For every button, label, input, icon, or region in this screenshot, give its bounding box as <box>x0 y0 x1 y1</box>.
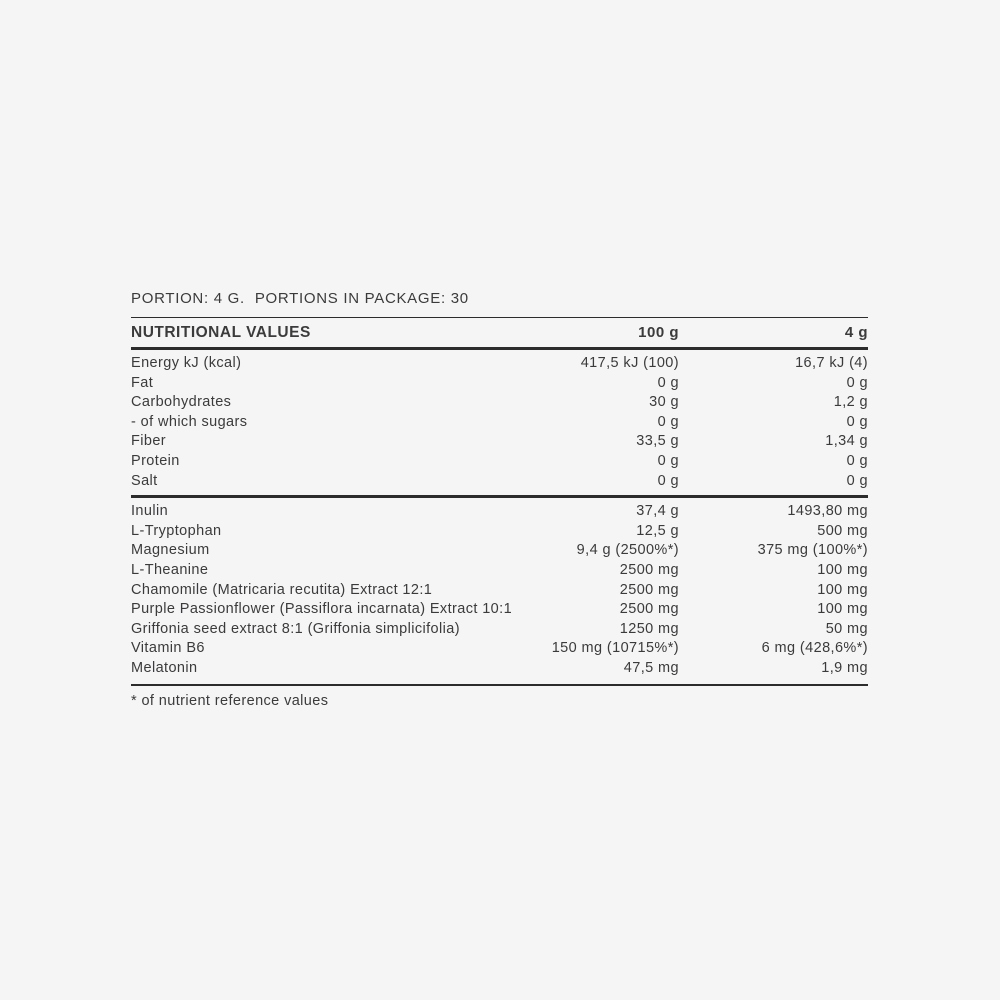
table-row <box>131 393 868 413</box>
value-per-4g: 1,9 mg <box>821 659 868 676</box>
value-per-100g: 150 mg (10715%*) <box>551 640 679 657</box>
value-per-4g: 375 mg (100%*) <box>757 542 868 559</box>
table-row <box>131 452 868 472</box>
portions-in-package-text: PORTIONS IN PACKAGE: 30 <box>254 290 469 307</box>
value-per-4g: 16,7 kJ (4) <box>795 355 868 371</box>
ingredient-label: Melatonin <box>131 659 198 676</box>
nutrient-label: Energy kJ (kcal) <box>131 355 242 371</box>
nutrient-label: - of which sugars <box>131 413 248 430</box>
table-row <box>131 581 868 601</box>
column-header-100g: 100 g <box>638 324 679 341</box>
value-per-4g: 1,2 g <box>833 394 868 411</box>
basic-nutrients-section <box>131 350 868 495</box>
value-per-100g: 37,4 g <box>636 503 679 520</box>
table-row <box>131 541 868 561</box>
nutrient-label: Fiber <box>131 433 167 450</box>
active-ingredients-section <box>131 498 868 683</box>
value-per-4g: 100 mg <box>817 601 868 618</box>
value-per-4g: 0 g <box>846 374 868 391</box>
value-per-4g: 1493,80 mg <box>787 503 868 520</box>
table-row <box>131 472 868 492</box>
table-row <box>131 620 868 640</box>
nutrient-label: Fat <box>131 374 154 391</box>
table-row <box>131 522 868 542</box>
ingredient-label: Inulin <box>131 503 169 520</box>
value-per-100g: 30 g <box>649 394 679 411</box>
value-per-100g: 12,5 g <box>636 522 679 539</box>
table-title: NUTRITIONAL VALUES <box>131 324 311 341</box>
value-per-100g: 2500 mg <box>619 561 679 578</box>
value-per-4g: 500 mg <box>817 522 868 539</box>
value-per-4g: 0 g <box>846 413 868 430</box>
table-row <box>131 432 868 452</box>
column-header-4g: 4 g <box>844 324 868 341</box>
value-per-4g: 6 mg (428,6%*) <box>761 640 868 657</box>
value-per-100g: 0 g <box>657 472 679 489</box>
nutrient-label: Protein <box>131 452 180 469</box>
value-per-4g: 0 g <box>846 452 868 469</box>
value-per-100g: 0 g <box>657 374 679 391</box>
value-per-4g: 1,34 g <box>825 433 868 450</box>
table-row <box>131 659 868 679</box>
ingredient-label: Purple Passionflower (Passiflora incarnata) Extract 10:1 <box>131 601 513 618</box>
table-row <box>131 354 868 374</box>
ingredient-label: Griffonia seed extract 8:1 (Griffonia simplicifolia) <box>131 620 460 637</box>
nutrient-label: Salt <box>131 472 158 489</box>
ingredient-label: L-Theanine <box>131 561 209 578</box>
ingredient-label: Vitamin B6 <box>131 640 205 657</box>
value-per-4g: 50 mg <box>825 620 868 637</box>
ingredient-label: Chamomile (Matricaria recutita) Extract 12:1 <box>131 581 433 598</box>
table-row <box>131 374 868 394</box>
table-header-row <box>131 318 868 347</box>
value-per-100g: 2500 mg <box>619 601 679 618</box>
ingredient-label: L-Tryptophan <box>131 522 222 539</box>
portion-size-text: PORTION: 4 G. <box>131 290 245 307</box>
value-per-4g: 100 mg <box>817 561 868 578</box>
table-row <box>131 502 868 522</box>
table-row <box>131 561 868 581</box>
value-per-100g: 33,5 g <box>636 433 679 450</box>
value-per-100g: 0 g <box>657 413 679 430</box>
table-row <box>131 639 868 659</box>
table-row <box>131 600 868 620</box>
nutrient-label: Carbohydrates <box>131 394 232 411</box>
value-per-100g: 417,5 kJ (100) <box>580 355 679 371</box>
value-per-100g: 47,5 mg <box>623 659 679 676</box>
value-per-100g: 2500 mg <box>619 581 679 598</box>
value-per-4g: 0 g <box>846 472 868 489</box>
portion-info <box>131 290 868 308</box>
value-per-100g: 0 g <box>657 452 679 469</box>
value-per-100g: 9,4 g (2500%*) <box>576 542 679 559</box>
value-per-100g: 1250 mg <box>619 620 679 637</box>
footnote: * of nutrient reference values <box>131 692 329 709</box>
value-per-4g: 100 mg <box>817 581 868 598</box>
table-row <box>131 413 868 433</box>
ingredient-label: Magnesium <box>131 542 210 559</box>
nutrition-facts-panel <box>131 290 868 709</box>
